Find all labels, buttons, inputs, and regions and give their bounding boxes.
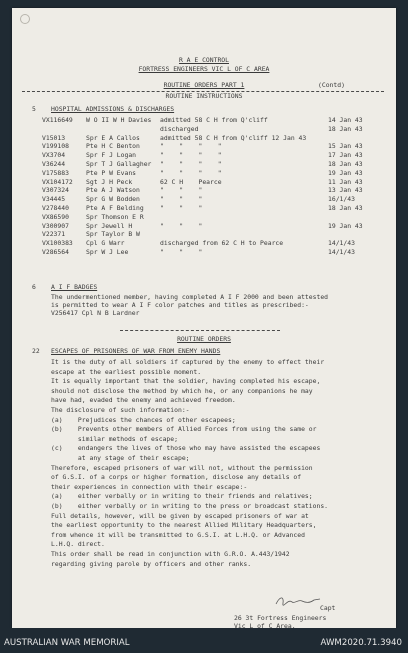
admission-number: VX116649	[42, 116, 73, 124]
item-heading: ESCAPES OF PRISONERS OF WAR FROM ENEMY HANDS	[51, 347, 221, 355]
admission-event: " " " "	[160, 151, 222, 160]
body-line: It is the duty of all soldiers if captured by the enemy to effect their	[51, 358, 325, 366]
admission-event: admitted 58 C H from Q'cliff	[160, 116, 268, 124]
body-line: is permitted to wear A I F color patches and titles as prescribed:-	[51, 301, 309, 309]
body-line: (b) Prevents other members of Allied Forces from using the same or	[51, 425, 317, 434]
admission-date: 18 Jan 43	[328, 160, 363, 168]
admission-event: " " "	[160, 248, 203, 256]
body-line: L.H.Q. direct.	[51, 540, 105, 549]
item-heading: HOSPITAL ADMISSIONS & DISCHARGES	[51, 105, 175, 113]
admission-date: 18 Jan 43	[328, 204, 363, 212]
org-name: R A E CONTROL	[178, 56, 230, 64]
body-line: escape at the earliest possible moment.	[51, 367, 202, 376]
admission-number: VX100383	[42, 239, 73, 248]
accession-number: AWM2020.71.3940	[320, 638, 402, 648]
body-line: similar methods of escape;	[51, 434, 178, 443]
divider	[120, 330, 280, 331]
admission-date: 19 Jan 43	[328, 168, 363, 177]
admission-date: 13 Jan 43	[328, 186, 363, 195]
section-heading: ROUTINE INSTRUCTIONS	[165, 92, 243, 100]
admission-name: Spr T J Gallagher	[86, 160, 152, 168]
admission-event: " " " "	[160, 142, 222, 151]
item-number: 5	[32, 105, 36, 113]
admission-name: Cpl G Warr	[86, 239, 125, 248]
archive-name: AUSTRALIAN WAR MEMORIAL	[4, 638, 130, 648]
admission-number: V15013	[42, 133, 66, 142]
body-line: This order shall be read in conjunction with G.R.O. A.443/1942	[51, 550, 290, 558]
body-line: V256417 Cpl N B Lardner	[51, 309, 140, 317]
section-heading: ROUTINE ORDERS	[177, 335, 231, 343]
org-subtitle: FORTRESS ENGINEERS VIC L OF C AREA	[138, 65, 270, 73]
body-line: (b) either verbally or in writing to the press or broadcast stations.	[51, 502, 329, 510]
document-page	[12, 8, 396, 628]
admission-name: Sgt J H Peck	[86, 177, 133, 186]
admission-name: Spr E A Callos	[86, 133, 140, 142]
admission-name: Pte A F Belding	[86, 204, 144, 212]
admission-number: V300907	[42, 221, 69, 230]
admission-number: V34445	[42, 195, 66, 204]
admission-date: 19 Jan 43	[328, 221, 363, 230]
body-line: should not disclose the method by which he, or any companions he may	[51, 386, 313, 395]
admission-date: 14/1/43	[328, 248, 355, 256]
body-line: the earliest opportunity to the nearest Allied Military Headquarters,	[51, 521, 317, 530]
admission-date: 18 Jan 43	[328, 124, 363, 133]
admission-number: VX86590	[42, 212, 69, 221]
admission-number: V307324	[42, 186, 69, 195]
admission-name: Pte A J Watson	[86, 186, 140, 195]
admission-event: " " " "	[160, 160, 222, 168]
admission-date: 17 Jan 43	[328, 151, 363, 160]
contd-note: (Contd)	[318, 81, 345, 89]
body-line: have had, evaded the enemy and achieved freedom.	[51, 396, 236, 405]
admission-date: 15 Jan 43	[328, 142, 363, 151]
body-line: (a) either verbally or in writing to their friends and relatives;	[51, 492, 313, 501]
signature-rank: Capt	[320, 604, 336, 612]
admission-name: Spr F J Logan	[86, 151, 137, 160]
admission-number: V278440	[42, 204, 69, 212]
admission-number: V199108	[42, 142, 69, 151]
body-line: their experiences in connection with their escape:-	[51, 482, 248, 491]
admission-date: 14/1/43	[328, 239, 355, 248]
admission-event: discharged from 62 C H to Pearce	[160, 239, 284, 248]
admission-number: VX3704	[42, 151, 66, 160]
signature	[274, 594, 322, 608]
body-line: Therefore, escaped prisoners of war will not, without the permission	[51, 463, 313, 472]
body-line: of G.S.I. of a corps or higher formation, disclose any details of	[51, 473, 302, 482]
admission-event: discharged	[160, 124, 199, 133]
admission-event: 62 C H Pearce	[160, 177, 222, 186]
item-number: 22	[32, 347, 40, 355]
body-line: (a) Prejudices the chances of other escapees;	[51, 415, 236, 424]
caption-bar	[0, 628, 408, 653]
admission-event: " " "	[160, 204, 203, 212]
admission-name: Pte H C Benton	[86, 142, 140, 151]
admission-name: Spr W J Lee	[86, 248, 129, 256]
admission-event: " " " "	[160, 168, 222, 177]
admission-number: VX104172	[42, 177, 73, 186]
body-line: The undermentioned member, having completed A I F 2000 and been attested	[51, 293, 329, 301]
admission-event: admitted 58 C H from Q'cliff 12 Jan 43	[160, 133, 307, 142]
admission-number: V36244	[42, 160, 66, 168]
admission-number: V175883	[42, 168, 69, 177]
signature-area: Vic L of C Area.	[234, 622, 296, 628]
body-line: Full details, however, will be given by escaped prisoners of war at	[51, 511, 309, 520]
body-line: (c) endangers the lives of those who may have assisted the escapees	[51, 444, 321, 453]
body-line: It is equally important that the soldier, having completed his escape,	[51, 377, 321, 386]
admission-event: " " "	[160, 186, 203, 195]
item-heading: A I F BADGES	[51, 283, 98, 291]
admission-date: 16/1/43	[328, 195, 355, 204]
admission-event: " " "	[160, 221, 203, 230]
admission-name: Spr Jewell H	[86, 221, 133, 230]
signature-unit: 26 3t Fortress Engineers	[234, 614, 327, 622]
admission-name: Spr Thomson E R	[86, 212, 144, 221]
admission-name: Spr Taylor B W	[86, 230, 140, 239]
admission-number: V22371	[42, 230, 66, 239]
admission-name: W O II W H Davies	[86, 116, 152, 124]
admission-event: " " "	[160, 195, 203, 204]
item-number: 6	[32, 283, 36, 291]
body-line: at any stage of their escape;	[51, 454, 190, 462]
body-line: regarding giving parole by officers and other ranks.	[51, 559, 252, 568]
admission-name: Spr G W Bodden	[86, 195, 140, 204]
body-line: from whence it will be transmitted to G.S.I. at L.H.Q. or Advanced	[51, 530, 305, 539]
orders-title: ROUTINE ORDERS PART 1	[163, 81, 245, 89]
admission-name: Pte P W Evans	[86, 168, 137, 177]
admission-date: 11 Jan 43	[328, 177, 363, 186]
admission-number: V286564	[42, 248, 69, 256]
admission-date: 14 Jan 43	[328, 116, 363, 124]
body-line: The disclosure of such information:-	[51, 406, 190, 414]
